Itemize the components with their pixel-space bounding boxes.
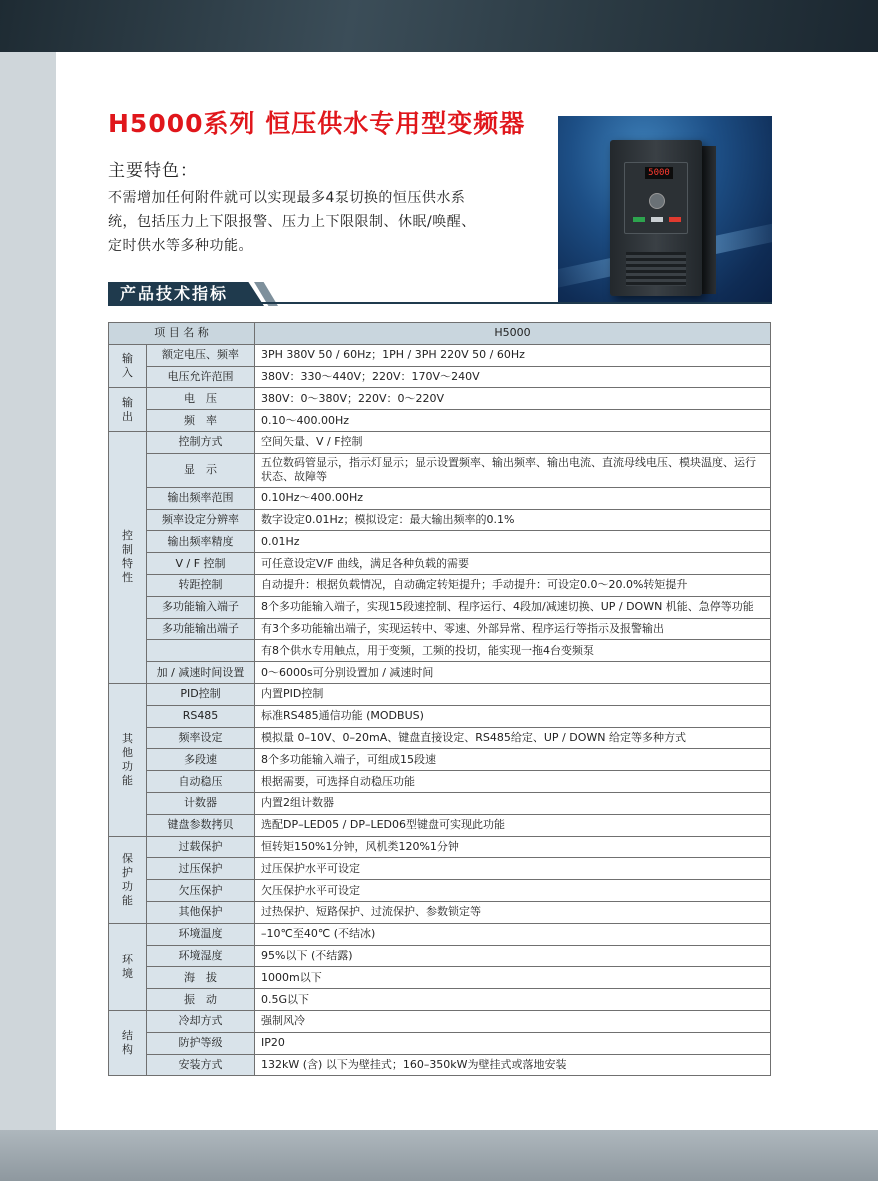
spec-item: 计数器 — [147, 792, 255, 814]
spec-item: 多段速 — [147, 749, 255, 771]
spec-item: 输出频率范围 — [147, 487, 255, 509]
table-row — [109, 410, 771, 432]
spec-item: PID控制 — [147, 683, 255, 705]
key-button-icon — [651, 217, 663, 222]
table-row — [109, 1032, 771, 1054]
group-label: 其 他 功 能 — [109, 683, 147, 836]
table-row — [109, 989, 771, 1011]
table-row — [109, 858, 771, 880]
run-button-icon — [633, 217, 645, 222]
spec-value: 3PH 380V 50 / 60Hz；1PH / 3PH 220V 50 / 60Hz — [255, 344, 771, 366]
table-row — [109, 509, 771, 531]
table-row — [109, 967, 771, 989]
spec-item: 频率设定 — [147, 727, 255, 749]
spec-value: 0～6000s可分别设置加 / 减速时间 — [255, 662, 771, 684]
spec-item: 转距控制 — [147, 574, 255, 596]
spec-item: V / F 控制 — [147, 553, 255, 575]
spec-value: 数字设定0.01Hz；模拟设定：最大输出频率的0.1% — [255, 509, 771, 531]
table-row — [109, 431, 771, 453]
spec-item: 冷却方式 — [147, 1010, 255, 1032]
table-row — [109, 453, 771, 487]
table-row — [109, 727, 771, 749]
spec-item: 电压允许范围 — [147, 366, 255, 388]
spec-value: 自动提升：根据负载情况，自动确定转矩提升；手动提升：可设定0.0～20.0%转矩提升 — [255, 574, 771, 596]
spec-value: 380V：330～440V；220V：170V～240V — [255, 366, 771, 388]
spec-item: 环境温度 — [147, 923, 255, 945]
led-display: 5000 — [645, 167, 673, 179]
table-row — [109, 836, 771, 858]
table-row — [109, 771, 771, 793]
table-row — [109, 640, 771, 662]
spec-value: 132kW (含) 以下为壁挂式；160–350kW为壁挂式或落地安装 — [255, 1054, 771, 1076]
spec-item: 防护等级 — [147, 1032, 255, 1054]
table-row — [109, 366, 771, 388]
table-row — [109, 553, 771, 575]
table-row — [109, 596, 771, 618]
spec-item: 多功能输入端子 — [147, 596, 255, 618]
table-row — [109, 618, 771, 640]
bottom-decor-band — [0, 1130, 878, 1181]
table-row — [109, 880, 771, 902]
table-header-row — [109, 323, 771, 345]
spec-item: 频率设定分辨率 — [147, 509, 255, 531]
spec-item: 键盘参数拷贝 — [147, 814, 255, 836]
spec-value: 1000m以下 — [255, 967, 771, 989]
spec-value: 过压保护水平可设定 — [255, 858, 771, 880]
header-item: 项 目 名 称 — [109, 323, 255, 345]
keypad-panel — [624, 162, 688, 234]
table-row — [109, 705, 771, 727]
table-row — [109, 1054, 771, 1076]
top-decor-band — [0, 0, 878, 52]
spec-item: 欠压保护 — [147, 880, 255, 902]
group-label: 结 构 — [109, 1010, 147, 1075]
spec-item: 振 动 — [147, 989, 255, 1011]
spec-value: 有8个供水专用触点，用于变频，工频的投切，能实现一拖4台变频泵 — [255, 640, 771, 662]
spec-item: 控制方式 — [147, 431, 255, 453]
spec-item: 环境湿度 — [147, 945, 255, 967]
spec-item: 显 示 — [147, 453, 255, 487]
features-text: 不需增加任何附件就可以实现最多4泵切换的恒压供水系统，包括压力上下限报警、压力上下限限制、休眠/唤醒、定时供水等多种功能。 — [108, 190, 476, 254]
spec-item: 其他保护 — [147, 901, 255, 923]
inverter-side — [702, 146, 716, 294]
spec-value: 选配DP–LED05 / DP–LED06型键盘可实现此功能 — [255, 814, 771, 836]
table-row — [109, 683, 771, 705]
spec-item: 频 率 — [147, 410, 255, 432]
table-row — [109, 487, 771, 509]
table-row — [109, 792, 771, 814]
spec-value: 根据需要，可选择自动稳压功能 — [255, 771, 771, 793]
spec-value: 五位数码管显示，指示灯显示；显示设置频率、输出频率、输出电流、直流母线电压、模块温度、运行状态、故障等 — [255, 453, 771, 487]
vent-grille — [626, 252, 686, 286]
section-title: 产品技术指标 — [120, 284, 229, 303]
spec-value: 恒转矩150%1分钟，风机类120%1分钟 — [255, 836, 771, 858]
spec-value: 380V：0～380V；220V：0～220V — [255, 388, 771, 410]
table-row — [109, 388, 771, 410]
spec-value: 0.10～400.00Hz — [255, 410, 771, 432]
spec-item: 安装方式 — [147, 1054, 255, 1076]
stop-button-icon — [669, 217, 681, 222]
table-row — [109, 574, 771, 596]
spec-value: 强制风冷 — [255, 1010, 771, 1032]
spec-value: 8个多功能输入端子，可组成15段速 — [255, 749, 771, 771]
spec-value: 0.01Hz — [255, 531, 771, 553]
spec-value: 模拟量 0–10V、0–20mA、键盘直接设定、RS485给定、UP / DOWN 给定等多种方式 — [255, 727, 771, 749]
spec-item: 过压保护 — [147, 858, 255, 880]
spec-item: RS485 — [147, 705, 255, 727]
spec-value: 8个多功能输入端子，实现15段速控制、程序运行、4段加/减速切换、UP / DOWN 机能、急停等功能 — [255, 596, 771, 618]
table-row — [109, 814, 771, 836]
table-row — [109, 344, 771, 366]
spec-value: 内置PID控制 — [255, 683, 771, 705]
table-row — [109, 945, 771, 967]
spec-value: 可任意设定V/F 曲线，满足各种负载的需要 — [255, 553, 771, 575]
spec-item: 海 拔 — [147, 967, 255, 989]
spec-value: –10℃至40℃ (不结冰) — [255, 923, 771, 945]
group-label: 控 制 特 性 — [109, 431, 147, 683]
product-photo — [558, 116, 772, 302]
group-label: 保 护 功 能 — [109, 836, 147, 923]
knob-icon — [649, 193, 665, 209]
spec-value: 0.5G以下 — [255, 989, 771, 1011]
inverter-device — [610, 140, 702, 296]
group-label: 环 境 — [109, 923, 147, 1010]
features-heading: 主要特色： — [108, 161, 198, 181]
spec-item: 电 压 — [147, 388, 255, 410]
spec-item — [147, 640, 255, 662]
left-margin — [0, 52, 56, 1181]
spec-value: 有3个多功能输出端子，实现运转中、零速、外部异常、程序运行等指示及报警输出 — [255, 618, 771, 640]
spec-item: 过载保护 — [147, 836, 255, 858]
table-row — [109, 749, 771, 771]
group-label: 输 出 — [109, 388, 147, 432]
spec-item: 自动稳压 — [147, 771, 255, 793]
spec-value: 95%以下 (不结露) — [255, 945, 771, 967]
spec-value: 欠压保护水平可设定 — [255, 880, 771, 902]
section-divider — [250, 302, 772, 304]
table-row — [109, 901, 771, 923]
spec-item: 加 / 减速时间设置 — [147, 662, 255, 684]
spec-value: 标准RS485通信功能 (MODBUS) — [255, 705, 771, 727]
group-label: 输 入 — [109, 344, 147, 388]
spec-item: 额定电压、频率 — [147, 344, 255, 366]
table-row — [109, 662, 771, 684]
spec-value: 空间矢量、V / F控制 — [255, 431, 771, 453]
spec-value: 0.10Hz～400.00Hz — [255, 487, 771, 509]
table-row — [109, 1010, 771, 1032]
page-title: H5000系列 恒压供水专用型变频器 — [108, 109, 526, 138]
table-row — [109, 531, 771, 553]
spec-table — [108, 322, 771, 1076]
spec-value: 内置2组计数器 — [255, 792, 771, 814]
table-row — [109, 923, 771, 945]
header-value: H5000 — [255, 323, 771, 345]
spec-item: 多功能输出端子 — [147, 618, 255, 640]
spec-value: IP20 — [255, 1032, 771, 1054]
spec-value: 过热保护、短路保护、过流保护、参数锁定等 — [255, 901, 771, 923]
spec-item: 输出频率精度 — [147, 531, 255, 553]
